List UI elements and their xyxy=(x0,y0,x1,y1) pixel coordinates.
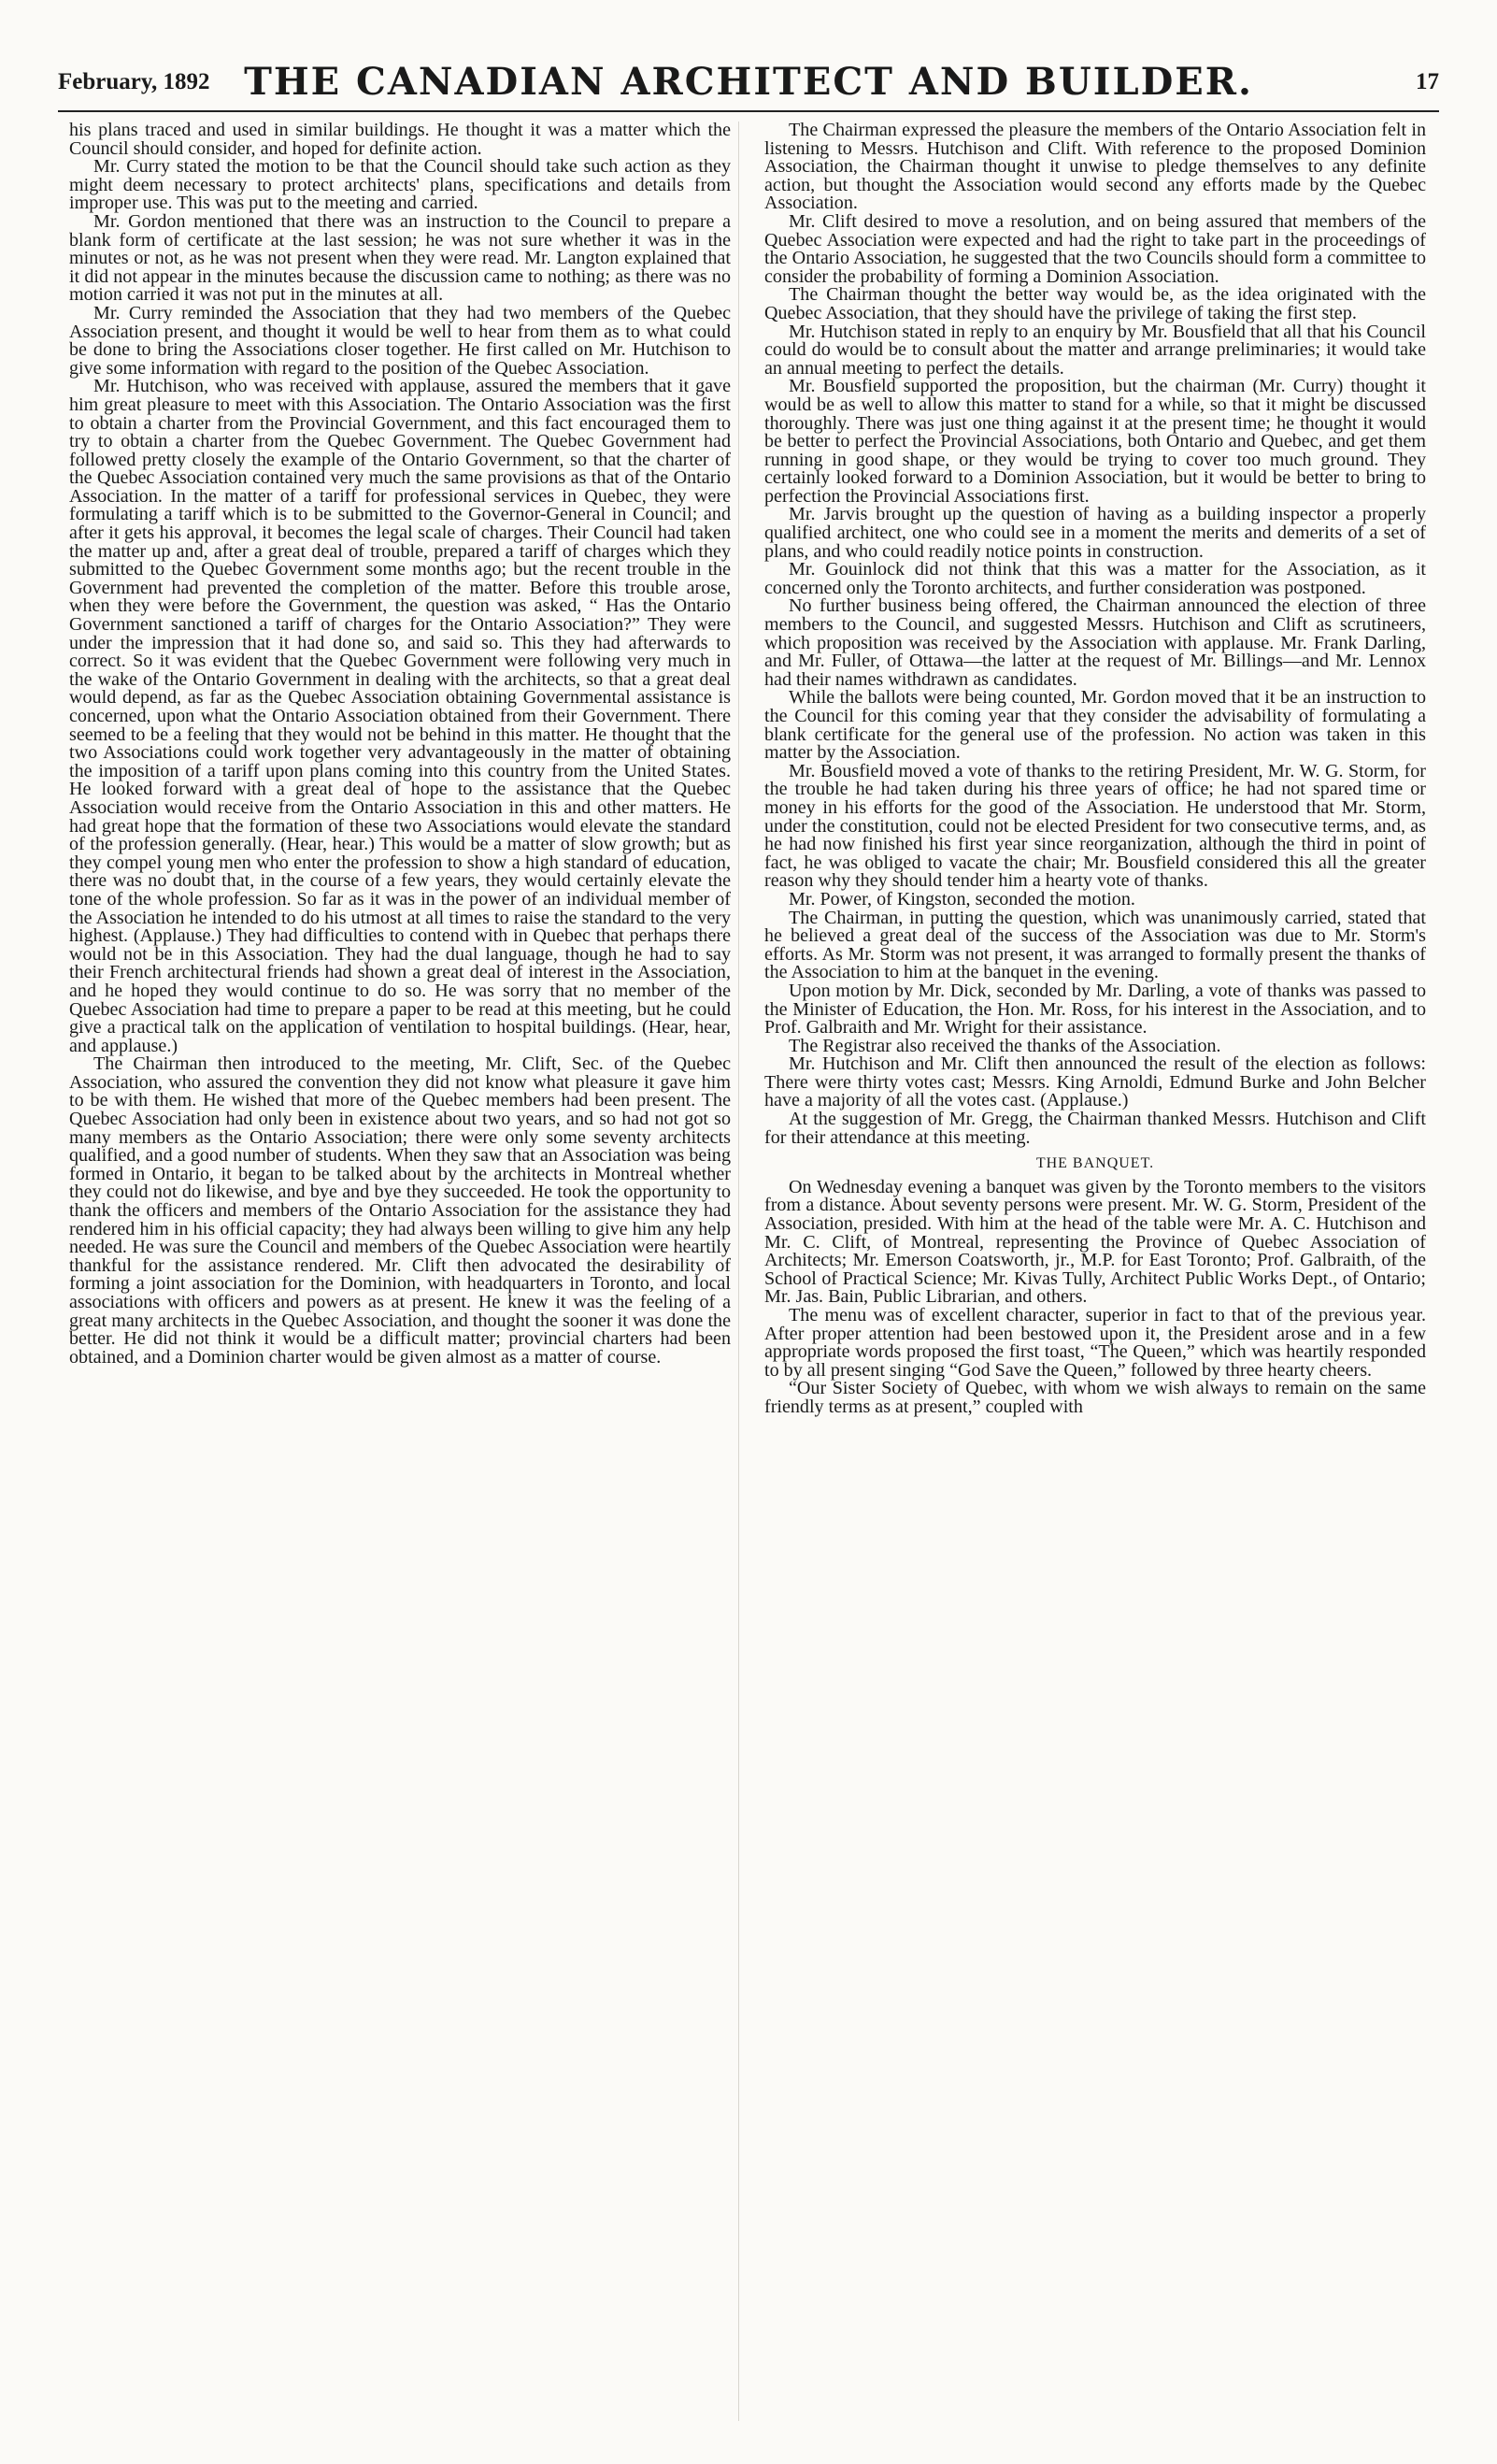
page-number: 17 xyxy=(1416,69,1439,94)
paragraph: “Our Sister Society of Quebec, with whom we wish always to remain on the same friendly terms as at present,” coupled with xyxy=(764,1378,1426,1417)
paragraph: No further business being offered, the Chairman announced the election of three members to the Council, and suggested Messrs. Hutchison and Clift as scrutineers, which proposition was received by the Association with applause. Mr. Frank Darling, and Mr. Fuller, of Ottawa—the latter at the request of Mr. Billings—and Mr. Lennox had their names withdrawn as candidates. xyxy=(764,595,1426,690)
header-rule xyxy=(58,110,1439,112)
publication-title: THE CANADIAN ARCHITECT AND BUILDER. xyxy=(244,60,1253,104)
paragraph: Mr. Gouinlock did not think that this was a matter for the Association, as it concerned only the Toronto architects, and further consideration was postponed. xyxy=(764,559,1426,598)
column-divider xyxy=(738,122,739,2421)
paragraph: his plans traced and used in similar buildings. He thought it was a matter which the Council should consider, and hoped for definite action. xyxy=(69,122,731,159)
page-header xyxy=(58,58,1439,107)
paragraph: On Wednesday evening a banquet was given by the Toronto members to the visitors from a distance. About seventy persons were present. Mr. W. G. Storm, President of the Association, presided. With him at the head of the table were Mr. A. C. Hutchison and Mr. C. Clift, of Montreal, representing the Province of Quebec Association of Architects; Mr. Emerson Coatsworth, jr., M.P. for East Toronto; Prof. Galbraith, of the School of Practical Science; Mr. Kivas Tully, Architect Public Works Dept., of Ontario; Mr. Jas. Bain, Public Librarian, and others. xyxy=(764,1176,1426,1308)
paragraph: Mr. Curry reminded the Association that they had two members of the Quebec Association present, and thought it would be well to hear from them as to what could be done to bring the Associations closer together. He first called on Mr. Hutchison to give some information with regard to the position of the Quebec Association. xyxy=(69,302,731,379)
paragraph: Mr. Bousfield supported the proposition, but the chairman (Mr. Curry) thought it would be as well to allow this matter to stand for a while, so that it might be discussed thoroughly. There was just one thing against it at the present time; he thought it would be better to perfect the Provincial Associations, both Ontario and Quebec, and get them running in good shape, or they would be trying to cover too much ground. They certainly looked forward to a Dominion Association, but it would be better to bring to perfection the Provincial Associations first. xyxy=(764,376,1426,507)
section-heading: THE BANQUET. xyxy=(1035,1155,1155,1172)
paragraph: Mr. Hutchison stated in reply to an enquiry by Mr. Bousfield that all that his Council could do would be to consult about the matter and arrange preliminaries; it would take an annual meeting to perfect the details. xyxy=(764,321,1426,379)
left-column xyxy=(69,122,731,2427)
paragraph: The Chairman, in putting the question, which was unanimously carried, stated that he believed a great deal of the success of the Association was due to Mr. Storm's efforts. As Mr. Storm was not present, it was arranged to formally present the thanks of the Association to him at the banquet in the evening. xyxy=(764,907,1426,983)
paragraph: Mr. Hutchison and Mr. Clift then announced the result of the election as follows: There were thirty votes cast; Messrs. King Arnoldi, Edmund Burke and John Belcher have a majority of all the votes cast. (Applause.) xyxy=(764,1053,1426,1111)
paragraph: Mr. Clift desired to move a resolution, and on being assured that members of the Quebec Association were expected and had the right to take part in the proceedings of the Ontario Association, he suggested that the two Councils should form a committee to consider the probability of forming a Dominion Association. xyxy=(764,210,1426,287)
paragraph: Mr. Bousfield moved a vote of thanks to the retiring President, Mr. W. G. Storm, for the trouble he had taken during his three years of office; he had not spared time or money in his efforts for the good of the Association. He understood that Mr. Storm, under the constitution, could not be elected President for two consecutive terms, and, as he had now finished his first year since reorganization, although the third in point of fact, he was obliged to vacate the chair; Mr. Bousfield considered this all the greater reason why they should tender him a hearty vote of thanks. xyxy=(764,760,1426,892)
right-column xyxy=(764,122,1426,2427)
paragraph: Mr. Curry stated the motion to be that the Council should take such action as they might deem necessary to protect architects' plans, specifications and details from improper use. This was put to the meeting and carried. xyxy=(69,156,731,214)
paragraph: The Registrar also received the thanks of the Association. xyxy=(789,1035,1221,1056)
paragraph: Mr. Power, of Kingston, seconded the motion. xyxy=(789,888,1135,910)
issue-date: February, 1892 xyxy=(58,69,210,94)
paragraph: The menu was of excellent character, superior in fact to that of the previous year. After proper attention had been bestowed upon it, the President arose and in a few appropriate words proposed the first toast, “The Queen,” which was heartily responded to by all present singing “God Save the Queen,” followed by three hearty cheers. xyxy=(764,1305,1426,1381)
paragraph: Mr. Gordon mentioned that there was an instruction to the Council to prepare a blank form of certificate at the last session; he was not sure whether it was in the minutes or not, as he was not present when they were read. Mr. Langton explained that it did not appear in the minutes because the discussion came to nothing; as there was no motion carried it was not put in the minutes at all. xyxy=(69,210,731,306)
paragraph: The Chairman then introduced to the meeting, Mr. Clift, Sec. of the Quebec Association, who assured the convention they did not know what pleasure it gave him to be with them. He wished that more of the Quebec members had been present. The Quebec Association had only been in existence about two years, and so had not got so many members as the Ontario Association; there were only some seventy architects qualified, and a good number of students. When they saw that an Association was being formed in Ontario, it began to be talked about by the architects in Montreal whether they could not do likewise, and bye and bye they succeeded. He took the opportunity to thank the officers and members of the Ontario Association for the assistance they had rendered him in his official capacity; they had always been willing to give him any help needed. He was sure the Council and members of the Quebec Association were heartily thankful for the assistance rendered. Mr. Clift then advocated the desirability of forming a joint association for the Dominion, with headquarters in Toronto, and local associations with officers and powers as at present. He knew it was the feeling of a great many architects in the Quebec Association, and thought the sooner it was done the better. He did not think it would be a difficult matter; provincial charters had been obtained, and a Dominion charter would be given almost as a matter of course. xyxy=(69,1053,731,1368)
paragraph: Upon motion by Mr. Dick, seconded by Mr. Darling, a vote of thanks was passed to the Minister of Education, the Hon. Mr. Ross, for his interest in the Association, and to Prof. Galbraith and Mr. Wright for their assistance. xyxy=(764,980,1426,1039)
paragraph: The Chairman expressed the pleasure the members of the Ontario Association felt in listening to Messrs. Hutchison and Clift. With reference to the proposed Dominion Association, the Chairman thought it unwise to pledge themselves to any definite action, but thought the Association would second any efforts made by the Quebec Association. xyxy=(764,122,1426,214)
paragraph: At the suggestion of Mr. Gregg, the Chairman thanked Messrs. Hutchison and Clift for their attendance at this meeting. xyxy=(764,1109,1426,1148)
paragraph: Mr. Hutchison, who was received with applause, assured the members that it gave him great pleasure to meet with this Association. The Ontario Association was the first to obtain a charter from the Provincial Government, and this fact encouraged them to try to obtain a charter from the Quebec Government. The Quebec Government had followed pretty closely the example of the Ontario Government, so that the charter of the Quebec Association contained very much the same provisions as that of the Ontario Association. In the matter of a tariff for professional services in Quebec, they were formulating a tariff which is to be submitted to the Governor-General in Council; and after it gets his approval, it becomes the legal scale of charges. Their Council had taken the matter up and, after a great deal of trouble, prepared a tariff of charges which they submitted to the Quebec Government some months ago; but the recent trouble in the Government had prevented the completion of the matter. Before this trouble arose, when they were before the Government, the question was asked, “ Has the Ontario Government sanctioned a tariff of charges for the Ontario Association?” They were under the impression that it had done so, and said so. This they had afterwards to correct. So it was evident that the Quebec Government were following very much in the wake of the Ontario Government in dealing with the architects, so that a great deal would depend, as far as the Quebec Association obtaining Governmental assistance is concerned, upon what the Ontario Association obtained from their Government. There seemed to be a feeling that they would not be behind in this matter. He thought that the two Associations could work together very advantageously in the matter of obtaining the imposition of a tariff upon plans coming into this country from the United States. He looked forward with a great deal of hope to the assistance that the Quebec Association would receive from the Ontario Association in this and other matters. He had great hope that the formation of these two Associations would elevate the standard of the profession generally. (Hear, hear.) This would be a matter of slow growth; but as they compel young men who enter the profession to show a high standard of education, there was no doubt that, in the course of a few years, they would certainly elevate the tone of the whole profession. So far as it was in the power of an individual member of the Association he intended to do his utmost at all times to raise the standard to the very highest. (Applause.) They had difficulties to contend with in Quebec that perhaps there would not be in this Association. They had the dual language, though he had to say their French architectural friends had shown a great deal of interest in the Association, and he hoped they would continue to do so. He was sorry that no member of the Quebec Association had time to prepare a paper to be read at this meeting, but he could give a practical talk on the application of ventilation to hospital buildings. (Hear, hear, and applause.) xyxy=(69,376,731,1056)
paragraph: The Chairman thought the better way would be, as the idea originated with the Quebec Association, that they should have the privilege of taking the first step. xyxy=(764,284,1426,323)
paragraph: While the ballots were being counted, Mr. Gordon moved that it be an instruction to the Council for this coming year that they consider the advisability of formulating a blank certificate for the general use of the profession. No action was taken in this matter by the Association. xyxy=(764,687,1426,764)
paragraph: Mr. Jarvis brought up the question of having as a building inspector a properly qualified architect, one who could see in a moment the merits and demerits of a set of plans, and who could readily notice points in construction. xyxy=(764,504,1426,562)
